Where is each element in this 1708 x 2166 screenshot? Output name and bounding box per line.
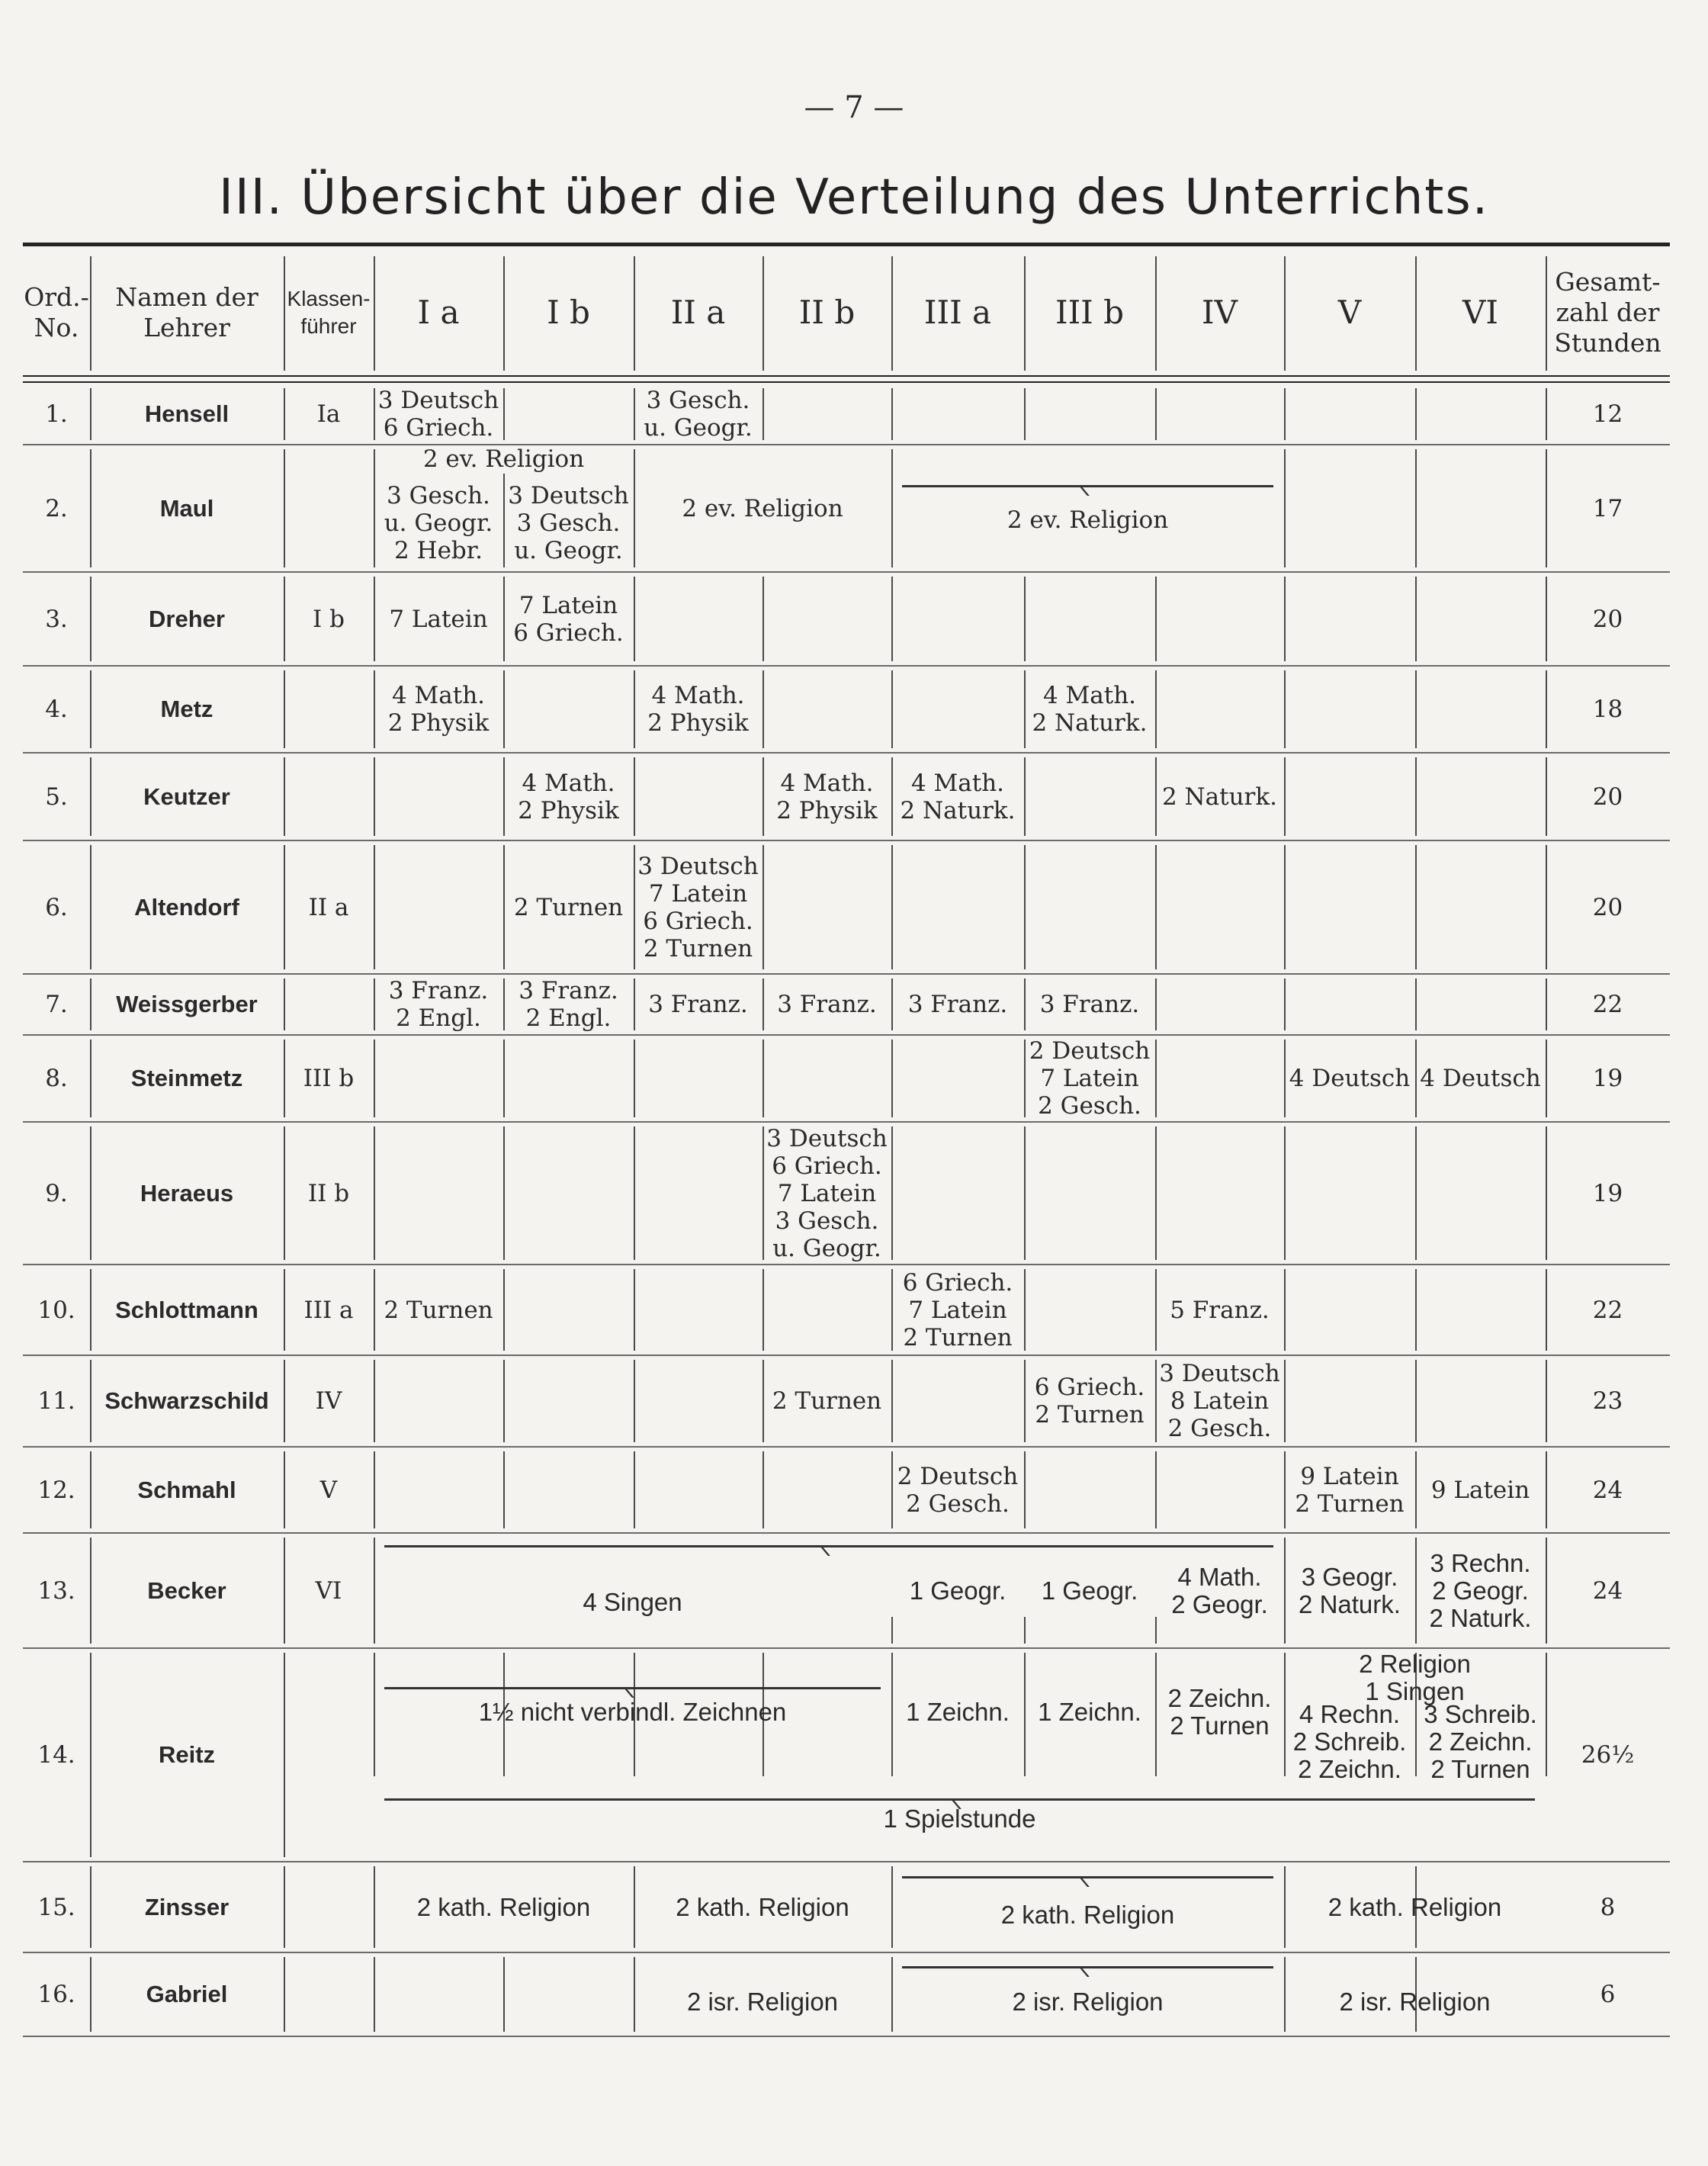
lesson-vi: 3 Rechn. 2 Geogr. 2 Naturk.: [1429, 1548, 1532, 1632]
teacher-name: Reitz: [158, 1741, 216, 1768]
lesson-iv: 4 Math. 2 Geogr.: [1171, 1562, 1268, 1618]
total-hours: 22: [1592, 1296, 1623, 1324]
teacher-name: Schmahl: [137, 1476, 236, 1503]
row-ord: 11.: [37, 1387, 75, 1415]
column-line: [1415, 670, 1417, 748]
klassenfuehrer: III a: [303, 1296, 354, 1324]
column-line: [762, 388, 764, 440]
column-line: [891, 1126, 893, 1260]
lesson-iiaiib: 2 isr. Religion: [686, 1988, 839, 2016]
total-hours: 20: [1592, 893, 1623, 921]
column-line: [762, 1451, 764, 1528]
column-line: [762, 1269, 764, 1351]
column-line: [634, 577, 635, 661]
row-ord: 9.: [45, 1179, 68, 1207]
total-hours: 23: [1592, 1387, 1623, 1415]
column-line: [503, 1957, 505, 2032]
column-line: [762, 577, 764, 661]
column-line: [503, 670, 505, 748]
column-line: [1155, 1451, 1157, 1528]
lesson-iia: 3 Deutsch 7 Latein 6 Griech. 2 Turnen: [637, 852, 759, 962]
lesson-ib: 2 Turnen: [513, 893, 624, 921]
column-line: [1024, 1126, 1026, 1260]
column-line: [1415, 1269, 1417, 1351]
lesson-iia: 4 Math. 2 Physik: [647, 682, 749, 737]
row-ord: 12.: [37, 1476, 75, 1504]
row-ord: 8.: [45, 1065, 68, 1092]
column-line: [1155, 577, 1157, 661]
column-line: [1415, 845, 1417, 969]
lesson-iiia: 1 Zeichn.: [906, 1698, 1010, 1726]
column-line: [374, 1040, 375, 1117]
lesson-iaiib: 4 Singen: [583, 1587, 682, 1616]
column-line: [1155, 388, 1157, 440]
column-line: [1284, 1360, 1286, 1442]
lesson-v: 4 Deutsch: [1289, 1065, 1411, 1092]
klassenfuehrer: Ia: [316, 400, 341, 428]
row-ord: 3.: [45, 605, 68, 633]
column-line: [1284, 1126, 1286, 1260]
teacher-name: Gabriel: [146, 1981, 228, 2007]
teacher-name: Keutzer: [143, 783, 230, 810]
column-line: [1284, 757, 1286, 836]
lesson-iv: 2 Naturk.: [1161, 783, 1278, 811]
lesson-iiaiib: 2 ev. Religion: [682, 494, 843, 522]
total-hours: 20: [1592, 605, 1623, 633]
header-class-iib: II b: [798, 294, 856, 331]
lesson-iaiib: 1½ nicht verbindl. Zeichnen: [478, 1698, 787, 1726]
lesson-v: 9 Latein 2 Turnen: [1295, 1462, 1405, 1518]
column-line: [284, 757, 285, 836]
teacher-name: Schlottmann: [115, 1296, 258, 1323]
row-ord: 5.: [45, 783, 68, 811]
column-line: [1284, 1269, 1286, 1351]
column-line: [1284, 979, 1286, 1030]
klassenfuehrer: III b: [303, 1065, 355, 1092]
lesson-ia: 4 Math. 2 Physik: [387, 682, 490, 737]
header-class-iiib: III b: [1055, 294, 1124, 331]
lesson-vvi: 2 Religion 1 Singen: [1359, 1650, 1471, 1705]
page-number: — 7 —: [804, 90, 904, 125]
row-ord: 16.: [37, 1981, 75, 2008]
column-line: [762, 1040, 764, 1117]
total-hours: 24: [1592, 1476, 1623, 1504]
total-hours: 17: [1592, 494, 1623, 522]
row-ord: 2.: [45, 494, 68, 522]
lesson-iiib: 6 Griech. 2 Turnen: [1034, 1374, 1145, 1428]
column-line: [1284, 845, 1286, 969]
lesson-ib: 7 Latein 6 Griech.: [513, 591, 624, 647]
column-line: [503, 1451, 505, 1528]
column-line: [374, 1451, 375, 1528]
lesson-iiia: 4 Math. 2 Naturk.: [900, 769, 1016, 824]
header-class-ib: I b: [547, 294, 590, 331]
lesson-iiia: 2 Deutsch 2 Gesch.: [897, 1462, 1019, 1518]
column-line: [503, 1040, 505, 1117]
lesson-vvi: 2 isr. Religion: [1339, 1988, 1491, 2016]
lesson-ib: 4 Math. 2 Physik: [518, 769, 619, 824]
row-ord: 14.: [37, 1741, 75, 1769]
teacher-name: Altendorf: [134, 893, 239, 921]
lesson-vvi: 2 kath. Religion: [1328, 1892, 1502, 1921]
column-line: [891, 577, 893, 661]
total-hours: 18: [1592, 696, 1623, 723]
column-line: [891, 670, 893, 748]
klassenfuehrer: II b: [307, 1179, 350, 1207]
top-rule: [23, 243, 1670, 246]
column-line: [284, 1653, 285, 1857]
header-class-vi: VI: [1462, 294, 1498, 331]
teacher-name: Steinmetz: [130, 1065, 243, 1091]
column-line: [1024, 757, 1026, 836]
column-line: [1155, 670, 1157, 748]
lesson-ib: 3 Franz. 2 Engl.: [518, 977, 618, 1032]
lesson-iiaiib: 2 kath. Religion: [676, 1892, 849, 1921]
column-line: [284, 1957, 285, 2032]
row-ord: 7.: [45, 991, 68, 1018]
klassenfuehrer: V: [319, 1476, 338, 1504]
lesson-iia: 3 Gesch. u. Geogr.: [644, 387, 753, 442]
klassenfuehrer: IV: [315, 1387, 342, 1415]
total-hours: 19: [1592, 1179, 1623, 1207]
column-line: [374, 1126, 375, 1260]
header-rule-1: [23, 375, 1670, 377]
column-line: [1024, 577, 1026, 661]
column-line: [1415, 388, 1417, 440]
column-line: [634, 1360, 635, 1442]
row-ord: 10.: [37, 1296, 75, 1324]
column-line: [284, 449, 285, 567]
column-line: [891, 388, 893, 440]
column-line: [1415, 757, 1417, 836]
column-line: [503, 1269, 505, 1351]
lesson-iib: 2 Turnen: [772, 1387, 882, 1415]
column-line: [374, 757, 375, 836]
klassenfuehrer: II a: [308, 893, 349, 921]
total-hours: 8: [1600, 1893, 1616, 1921]
column-line: [634, 1126, 635, 1260]
column-line: [374, 845, 375, 969]
header-ord: Ord.- No.: [24, 282, 89, 342]
lesson-iv: 2 Zeichn. 2 Turnen: [1167, 1684, 1272, 1740]
column-line: [634, 1040, 635, 1117]
column-line: [634, 1451, 635, 1528]
lesson-iiib: 1 Geogr.: [1041, 1576, 1138, 1605]
column-line: [1284, 670, 1286, 748]
lesson-iia: 3 Franz.: [648, 991, 748, 1018]
header-rule-2: [23, 381, 1670, 383]
column-line: [891, 1360, 893, 1442]
lesson-iiiaiv: 2 isr. Religion: [1012, 1988, 1164, 2016]
column-line: [374, 1360, 375, 1442]
column-line: [1155, 1040, 1157, 1117]
column-line: [1284, 388, 1286, 440]
total-hours: 6: [1600, 1981, 1616, 2008]
teacher-name: Maul: [159, 494, 214, 522]
header-class-iia: II a: [670, 294, 726, 331]
teacher-name: Hensell: [144, 400, 230, 427]
teacher-name: Becker: [147, 1576, 226, 1604]
row-ord: 4.: [45, 696, 68, 723]
lesson-v: 4 Rechn. 2 Schreib. 2 Zeichn.: [1292, 1700, 1407, 1783]
total-hours: 20: [1592, 783, 1623, 811]
column-line: [1415, 449, 1417, 567]
lesson-iib: 3 Franz.: [777, 991, 877, 1018]
column-line: [891, 845, 893, 969]
lesson-iib: 4 Math. 2 Physik: [776, 769, 878, 824]
lesson-ia: 3 Gesch. u. Geogr. 2 Hebr.: [384, 481, 493, 564]
lesson-iiiaiv: 2 ev. Religion: [1006, 506, 1169, 534]
row-ord: 1.: [45, 400, 68, 428]
lesson-iiib: 4 Math. 2 Naturk.: [1032, 682, 1148, 737]
column-line: [503, 1126, 505, 1260]
lesson-vi: 4 Deutsch: [1420, 1065, 1541, 1092]
column-line: [1155, 845, 1157, 969]
column-line: [284, 979, 285, 1030]
column-line: [503, 388, 505, 440]
lesson-iiia: 6 Griech. 7 Latein 2 Turnen: [902, 1268, 1013, 1351]
column-line: [634, 757, 635, 836]
row-ord: 13.: [37, 1576, 75, 1605]
lesson-iib: 3 Deutsch 6 Griech. 7 Latein 3 Gesch. u. Geogr.: [766, 1124, 888, 1262]
lesson-iiib: 2 Deutsch 7 Latein 2 Gesch.: [1029, 1037, 1151, 1120]
lesson-iiiaiv: 2 kath. Religion: [1000, 1900, 1175, 1929]
lesson-v: 3 Geogr. 2 Naturk.: [1299, 1562, 1401, 1618]
lesson-iiib: 1 Zeichn.: [1038, 1698, 1141, 1726]
column-line: [1155, 1126, 1157, 1260]
header-total: Gesamt- zahl der Stunden: [1554, 267, 1661, 358]
teacher-name: Heraeus: [140, 1179, 234, 1207]
column-line: [1024, 1269, 1026, 1351]
column-line: [374, 1957, 375, 2032]
klassenfuehrer: VI: [315, 1576, 342, 1605]
lesson-vi: 9 Latein: [1430, 1476, 1530, 1504]
column-line: [1415, 577, 1417, 661]
column-line: [1415, 979, 1417, 1030]
lesson-vi: 3 Schreib. 2 Zeichn. 2 Turnen: [1424, 1700, 1537, 1783]
page-title: III. Übersicht über die Verteilung des Unterrichts.: [218, 169, 1490, 226]
header-class-v: V: [1337, 294, 1362, 331]
header-class-iv: IV: [1202, 294, 1238, 331]
column-line: [1415, 1360, 1417, 1442]
teacher-name: Weissgerber: [116, 991, 258, 1017]
header-name: Namen der Lehrer: [115, 282, 258, 342]
teacher-name: Metz: [160, 696, 214, 722]
lesson-ib: 3 Deutsch 3 Gesch. u. Geogr.: [508, 481, 629, 564]
teacher-name: Schwarzschild: [104, 1387, 269, 1414]
header-class-iiia: III a: [923, 294, 992, 331]
lesson-ia: 3 Deutsch 6 Griech.: [377, 387, 499, 442]
lesson-iv: 3 Deutsch 8 Latein 2 Gesch.: [1159, 1360, 1280, 1442]
header-class-ia: I a: [417, 294, 460, 331]
total-hours: 12: [1592, 400, 1623, 428]
lesson-iv: 5 Franz.: [1170, 1296, 1270, 1324]
total-hours: 24: [1592, 1576, 1623, 1605]
total-hours: 22: [1592, 991, 1623, 1018]
row-ord: 6.: [45, 893, 68, 921]
lesson-iiia: 1 Geogr.: [909, 1576, 1006, 1605]
column-line: [1155, 979, 1157, 1030]
column-line: [284, 1866, 285, 1948]
lesson-iaib: 2 kath. Religion: [416, 1892, 591, 1921]
column-line: [503, 1360, 505, 1442]
lesson-iiia: 3 Franz.: [907, 991, 1008, 1018]
column-line: [891, 1040, 893, 1117]
column-line: [1024, 388, 1026, 440]
column-line: [762, 670, 764, 748]
column-line: [1284, 449, 1286, 567]
column-line: [634, 1269, 635, 1351]
teacher-name: Dreher: [149, 605, 225, 632]
column-line: [1415, 1126, 1417, 1260]
teacher-name: Zinsser: [144, 1893, 230, 1920]
klassenfuehrer: I b: [313, 605, 345, 633]
lesson-ia: 3 Franz. 2 Engl.: [388, 977, 489, 1032]
total-hours: 19: [1592, 1065, 1623, 1092]
row-ord: 15.: [37, 1893, 75, 1921]
lesson-ia: 7 Latein: [389, 605, 488, 633]
column-line: [284, 670, 285, 748]
column-line: [762, 845, 764, 969]
lesson-iaib: 2 ev. Religion: [422, 445, 585, 473]
lesson-iiib: 3 Franz.: [1039, 991, 1140, 1018]
column-line: [1284, 577, 1286, 661]
lesson-all: 1 Spielstunde: [883, 1804, 1036, 1833]
lesson-ia: 2 Turnen: [384, 1296, 493, 1324]
column-line: [1024, 1451, 1026, 1528]
header-klassen: Klassen- führer: [287, 287, 371, 338]
column-line: [1024, 845, 1026, 969]
total-hours: 26½: [1581, 1741, 1635, 1769]
